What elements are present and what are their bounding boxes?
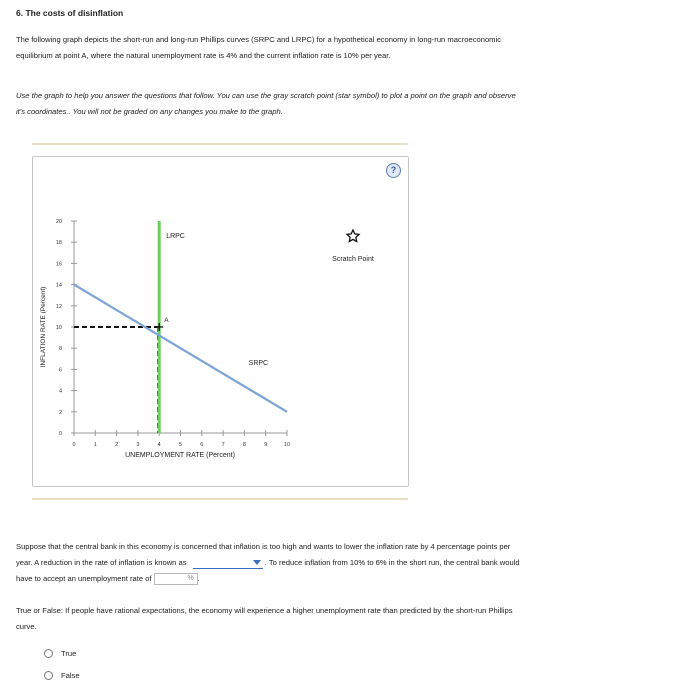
x-tick-label: 4 bbox=[157, 442, 161, 448]
chevron-down-icon bbox=[253, 560, 261, 565]
y-tick-label: 20 bbox=[55, 219, 62, 225]
x-tick-label: 7 bbox=[221, 442, 225, 448]
help-icon[interactable]: ? bbox=[386, 163, 401, 178]
y-tick-label: 6 bbox=[58, 367, 62, 374]
intro-paragraph bbox=[16, 32, 656, 64]
x-tick-label: 1 bbox=[93, 442, 97, 448]
q2-line-2a: year. A reduction in the rate of inflation is known as bbox=[16, 558, 187, 567]
curve-labels bbox=[155, 233, 268, 367]
x-tick-label: 0 bbox=[72, 442, 76, 448]
dashed-guides bbox=[74, 327, 159, 433]
q2-line-1: Suppose that the central bank in this economy is concerned that inflation is too high and wants to lower the inflation rate by 4 percentage points per bbox=[16, 542, 511, 551]
y-tick-label: 12 bbox=[55, 303, 62, 310]
instr-line-1: Use the graph to help you answer the questions that follow. You can use the gray scratch point (star symbol) to plot a point on the graph and observe bbox=[16, 91, 516, 100]
scratch-point-tool[interactable] bbox=[332, 230, 374, 263]
srpc-line bbox=[74, 285, 287, 412]
q3-line-1: True or False: If people have rational expectations, the economy will experience a higher unemployment rate than predicted by the short-run Phillips bbox=[16, 606, 513, 615]
axes bbox=[56, 219, 290, 448]
x-tick-label: 5 bbox=[178, 442, 183, 448]
q2-period: . bbox=[197, 574, 200, 583]
intro-line-2: equilibrium at point A, where the natural unemployment rate is 4% and the current inflation rate is 10% per year. bbox=[16, 51, 391, 60]
phillips-curve-chart bbox=[33, 157, 408, 486]
y-tick-label: 4 bbox=[58, 388, 62, 395]
lrpc-label: LRPC bbox=[166, 232, 185, 240]
radio-true[interactable] bbox=[44, 649, 76, 658]
divider-top bbox=[32, 143, 408, 145]
y-tick-label: 8 bbox=[58, 346, 62, 353]
x-tick-label: 10 bbox=[283, 442, 291, 448]
y-tick-label: 14 bbox=[55, 282, 62, 289]
x-tick-label: 6 bbox=[200, 442, 204, 448]
unemployment-rate-input[interactable] bbox=[154, 573, 198, 585]
disinflation-term-dropdown[interactable] bbox=[193, 558, 263, 569]
x-tick-label: 3 bbox=[136, 442, 140, 448]
graph-panel bbox=[32, 156, 409, 487]
radio-true-label: True bbox=[61, 649, 77, 658]
x-axis-title: UNEMPLOYMENT RATE (Percent) bbox=[125, 452, 235, 459]
radio-false[interactable] bbox=[44, 671, 80, 680]
radio-circle-true[interactable] bbox=[44, 649, 53, 658]
question-3-paragraph bbox=[16, 603, 656, 635]
divider-bottom bbox=[32, 498, 408, 500]
y-tick-label: 0 bbox=[58, 431, 62, 437]
q2-line-3 bbox=[16, 571, 656, 587]
y-tick-label: 16 bbox=[55, 261, 62, 268]
y-tick-label: 2 bbox=[58, 409, 62, 416]
curve-lines bbox=[74, 221, 287, 433]
instructions-paragraph bbox=[16, 88, 656, 120]
x-tick-label: 8 bbox=[242, 442, 246, 448]
intro-line-1: The following graph depicts the short-run and long-run Phillips curves (SRPC and LRPC) for a hypothetical economy in long-run macroeconomic bbox=[16, 35, 501, 44]
question-2-paragraph bbox=[16, 539, 656, 587]
question-title: 6. The costs of disinflation bbox=[16, 8, 124, 18]
q3-line-2: curve. bbox=[16, 622, 37, 631]
radio-circle-false[interactable] bbox=[44, 671, 53, 680]
y-tick-label: 18 bbox=[55, 240, 62, 247]
x-tick-label: 2 bbox=[115, 442, 119, 448]
scratch-star-icon[interactable] bbox=[347, 230, 359, 242]
scratch-point-label: Scratch Point bbox=[332, 256, 374, 263]
percent-unit: % bbox=[187, 575, 194, 582]
q2-line-3-text: have to accept an unemployment rate of bbox=[16, 574, 152, 583]
instr-line-2: it's coordinates.. You will not be graded on any changes you make to the graph. bbox=[16, 107, 283, 116]
point-a-label: A bbox=[164, 317, 169, 324]
y-axis-title: INFLATION RATE (Percent) bbox=[40, 286, 47, 368]
srpc-label: SRPC bbox=[248, 360, 269, 368]
q2-line-2b: . To reduce inflation from 10% to 6% in the short run, the central bank would bbox=[264, 558, 520, 567]
q2-line-2 bbox=[16, 555, 656, 571]
y-tick-label: 10 bbox=[55, 325, 62, 331]
x-tick-label: 9 bbox=[264, 442, 268, 448]
radio-false-label: False bbox=[61, 671, 80, 680]
